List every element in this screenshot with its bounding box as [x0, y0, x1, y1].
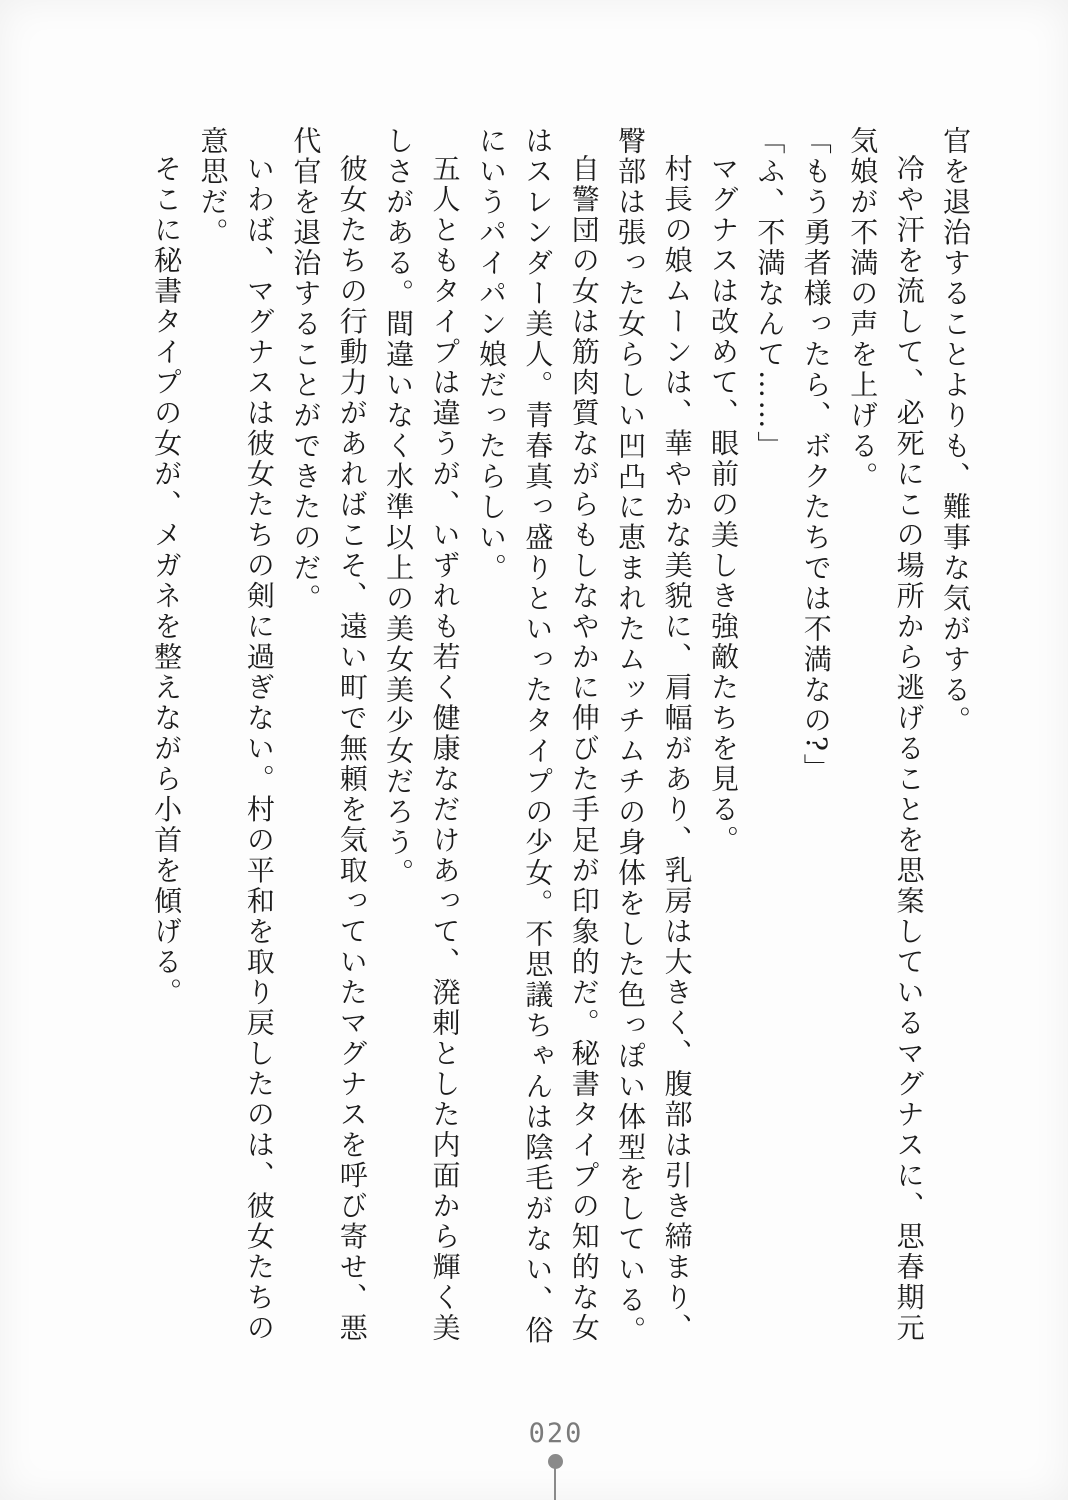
- paragraph: 官を退治することよりも、難事な気がする。: [939, 126, 972, 736]
- dialogue-paragraph: 「ふ、不満なんて……」: [753, 126, 787, 462]
- paragraph: 五人ともタイプは違うが、いずれも若く健康なだけあって、溌剌とした内面から輝く美しさがある。間違いなく水準以上の美女美少女だろう。: [382, 126, 462, 1344]
- page-number: 020: [528, 1418, 584, 1449]
- paragraph: 彼女たちの行動力があればこそ、遠い町で無頼を気取っていたマグナスを呼び寄せ、悪代官を退治することができたのだ。: [289, 126, 369, 1344]
- paragraph: 村長の娘ムーンは、華やかな美貌に、肩幅があり、乳房は大きく、腹部は引き締まり、臀部は張った女らしい凹凸に恵まれたムッチムチの身体をした色っぽい体型をしている。: [614, 126, 694, 1346]
- dialogue-paragraph: 「もう勇者様ったら、ボクたちでは不満なの?」: [799, 126, 833, 785]
- paragraph: 自警団の女は筋肉質ながらもしなやかに伸びた手足が印象的だ。秘書タイプの知的な女はスレンダー美人。青春真っ盛りといったタイプの少女。不思議ちゃんは陰毛がない、俗にいうパイパン娘だったらしい。: [474, 126, 601, 1346]
- body-text: [142, 126, 978, 1350]
- paragraph: 冷や汗を流して、必死にこの場所から逃げることを思案しているマグナスに、思春期元気娘が不満の声を上げる。: [846, 126, 926, 1344]
- paragraph: マグナスは改めて、眼前の美しき強敵たちを見る。: [706, 154, 740, 856]
- paragraph: いわば、マグナスは彼女たちの剣に過ぎない。村の平和を取り戻したのは、彼女たちの意思だ。: [196, 126, 276, 1344]
- footer-ornament-line: [554, 1462, 556, 1500]
- paragraph: そこに秘書タイプの女が、メガネを整えながら小首を傾げる。: [150, 154, 184, 1008]
